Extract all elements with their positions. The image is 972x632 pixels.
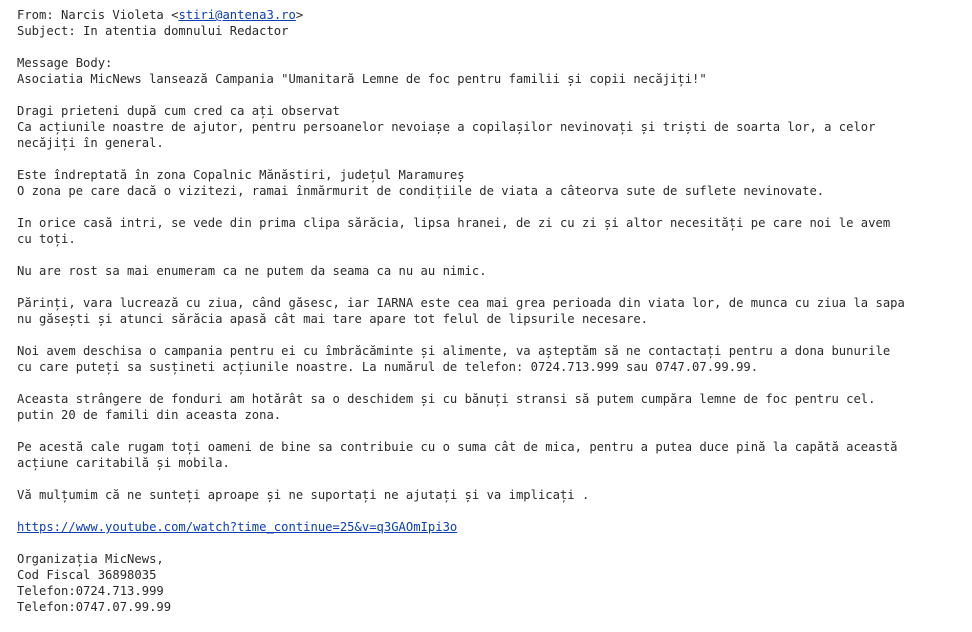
- signature-fiscal-code: Cod Fiscal 36898035: [17, 568, 157, 582]
- signature-phone-2: Telefon:0747.07.99.99: [17, 600, 172, 614]
- paragraph-line: necăjiți în general.: [17, 136, 164, 150]
- signature-organization: Organizația MicNews,: [17, 552, 164, 566]
- spacer: [17, 375, 957, 391]
- spacer: [17, 535, 957, 551]
- spacer: [17, 247, 957, 263]
- spacer: [17, 279, 957, 295]
- message-body-label: Message Body:: [17, 56, 113, 70]
- from-name: Narcis Violeta <: [61, 8, 179, 22]
- youtube-link[interactable]: https://www.youtube.com/watch?time_continue=25&v=q3GAOmIpi3o: [17, 520, 458, 534]
- spacer: [17, 471, 957, 487]
- subject-line: Subject: In atentia domnului Redactor: [17, 24, 289, 38]
- paragraph-line: Aceasta strângere de fonduri am hotărât sa o deschidem și cu bănuți stransi să putem cumpăra lemne de foc pentru cel.: [17, 392, 876, 406]
- from-close: >: [295, 8, 304, 22]
- signature-phone-1: Telefon:0724.713.999: [17, 584, 164, 598]
- spacer: [17, 151, 957, 167]
- spacer: [17, 39, 957, 55]
- spacer: [17, 327, 957, 343]
- email-message: [17, 7, 957, 615]
- paragraph-line: O zona pe care dacă o vizitezi, ramai înmărmurit de condițiile de viata a câteorva sute de suflete nevinovate.: [17, 184, 825, 198]
- paragraph-line: Vă mulțumim că ne sunteți aproape și ne suportați ne ajutați și va implicați .: [17, 488, 590, 502]
- paragraph-line: Noi avem deschisa o campania pentru ei cu îmbrăcăminte și alimente, va așteptăm să ne contactați pentru a dona bunurile: [17, 344, 891, 358]
- paragraph-line: Ca acțiunile noastre de ajutor, pentru persoanelor nevoiașe a copilașilor nevinovați și triști de soarta lor, a celor: [17, 120, 876, 134]
- from-label: From:: [17, 8, 62, 22]
- spacer: [17, 87, 957, 103]
- paragraph-line: Pe acestă cale rugam toți oameni de bine sa contribuie cu o suma cât de mica, pentru a putea duce pină la capătă această: [17, 440, 898, 454]
- paragraph-line: putin 20 de famili din aceasta zona.: [17, 408, 282, 422]
- sender-email-link[interactable]: stiri@antena3.ro: [178, 8, 296, 22]
- paragraph-line: nu găsești și atunci sărăcia apasă cât mai tare apare tot felul de lipsurile necesare.: [17, 312, 649, 326]
- paragraph-line: Dragi prieteni după cum cred ca ați observat: [17, 104, 340, 118]
- spacer: [17, 423, 957, 439]
- paragraph-line: Nu are rost sa mai enumeram ca ne putem da seama ca nu au nimic.: [17, 264, 487, 278]
- paragraph-line: In orice casă intri, se vede din prima clipa sărăcia, lipsa hranei, de zi cu zi și altor necesități pe care noi le avem: [17, 216, 891, 230]
- paragraph-line: Părinți, vara lucrează cu ziua, când găsesc, iar IARNA este cea mai grea perioada din viata lor, de munca cu ziua la sapa: [17, 296, 905, 310]
- paragraph-line: acțiune caritabilă și mobila.: [17, 456, 230, 470]
- intro-line: Asociatia MicNews lansează Campania "Umanitară Lemne de foc pentru familii și copii necăjiți!": [17, 72, 707, 86]
- paragraph-line: cu toți.: [17, 232, 76, 246]
- paragraph-line: cu care puteți sa susțineti acțiunile noastre. La numărul de telefon: 0724.713.999 sau 0747.07.99.99.: [17, 360, 759, 374]
- paragraph-line: Este îndreptată în zona Copalnic Mănăstiri, județul Maramureș: [17, 168, 465, 182]
- spacer: [17, 503, 957, 519]
- from-line: [17, 7, 957, 23]
- spacer: [17, 199, 957, 215]
